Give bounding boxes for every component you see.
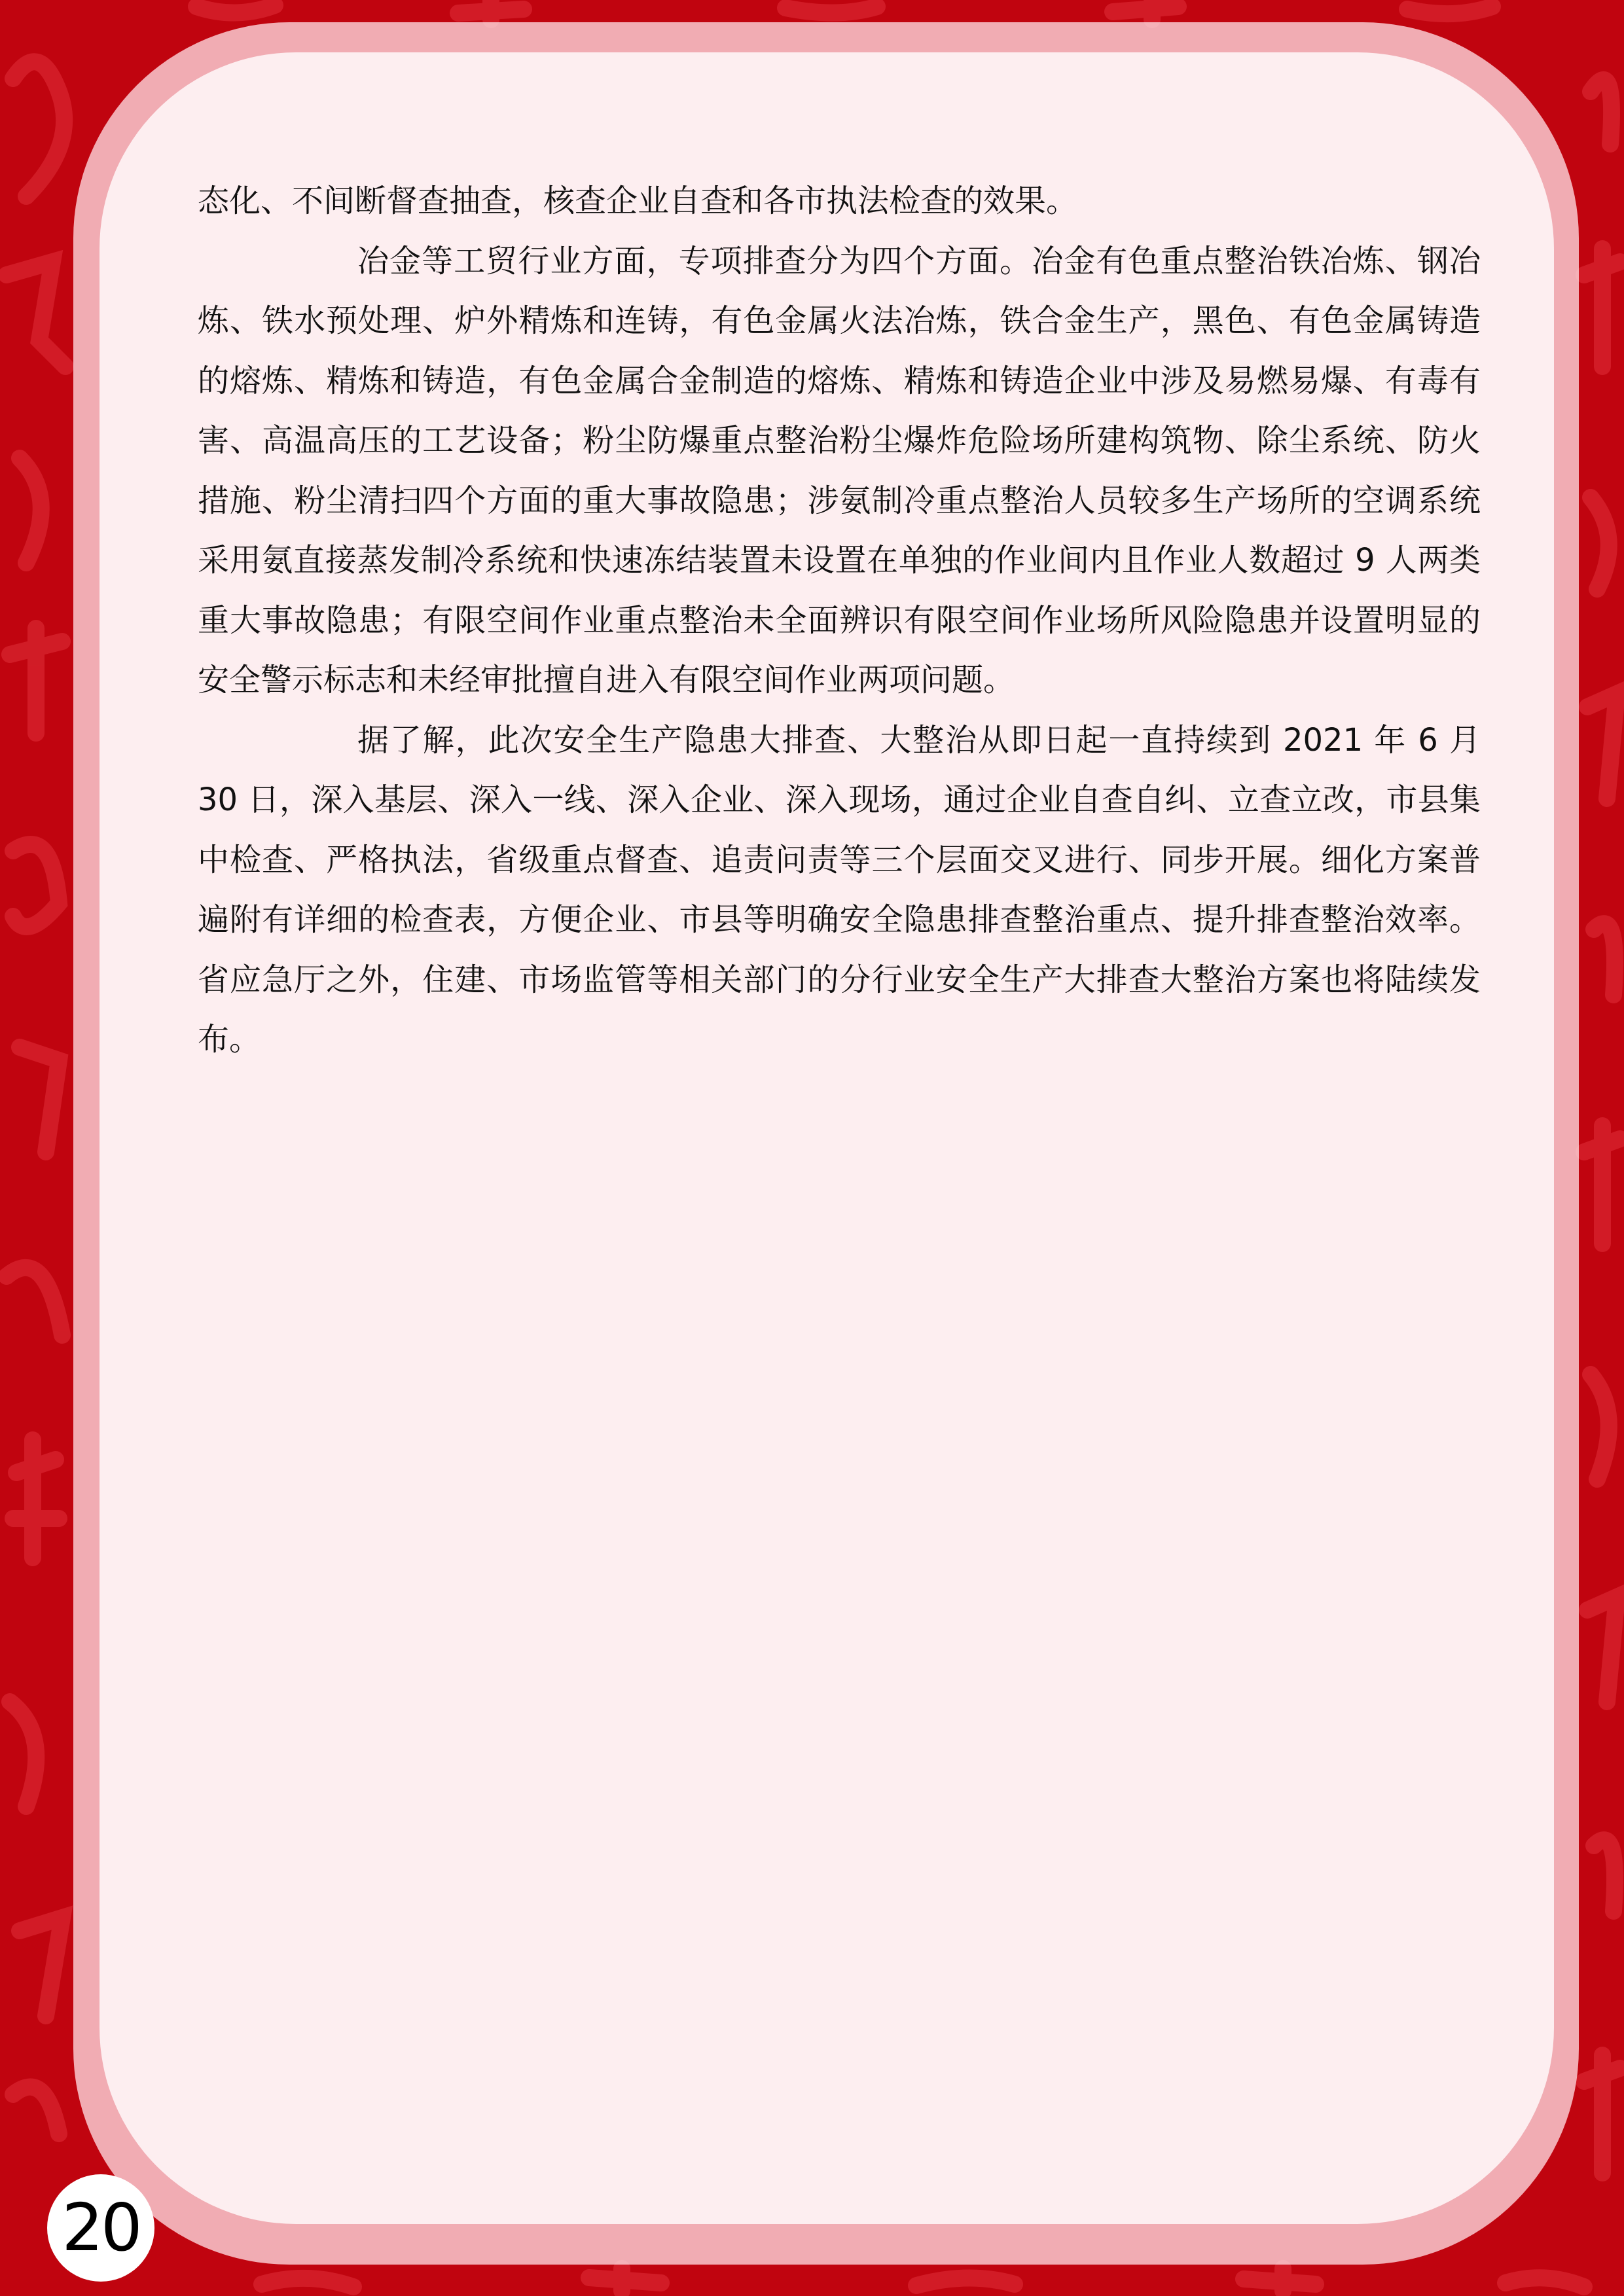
article-body bbox=[198, 171, 1481, 1070]
paragraph-continuation: 态化、不间断督查抽查，核查企业自查和各市执法检查的效果。 bbox=[198, 183, 1078, 219]
paragraph-metallurgy: 冶金等工贸行业方面，专项排查分为四个方面。冶金有色重点整治铁冶炼、钢冶炼、铁水预处理、炉外精炼和连铸，有色金属火法冶炼，铁合金生产，黑色、有色金属铸造的熔炼、精炼和铸造，有色金属合金制造的熔炼、精炼和铸造企业中涉及易燃易爆、有毒有害、高温高压的工艺设备；粉尘防爆重点整治粉尘爆炸危险场所建构筑物、除尘系统、防火措施、粉尘清扫四个方面的重大事故隐患；涉氨制冷重点整治人员较多生产场所的空调系统采用氨直接蒸发制冷系统和快速冻结装置未设置在单独的作业间内且作业人数超过 9 人两类重大事故隐患；有限空间作业重点整治未全面辨识有限空间作业场所风险隐患并设置明显的安全警示标志和未经审批擅自进入有限空间作业两项问题。 bbox=[198, 242, 1481, 698]
paragraph-schedule: 据了解，此次安全生产隐患大排查、大整治从即日起一直持续到 2021 年 6 月 30 日，深入基层、深入一线、深入企业、深入现场，通过企业自查自纠、立查立改，市县集中检查、严格执法，省级重点督查、追责问责等三个层面交叉进行、同步开展。细化方案普遍附有详细的检查表，方便企业、市县等明确安全隐患排查整治重点、提升排查整治效率。省应急厅之外，住建、市场监管等相关部门的分行业安全生产大排查大整治方案也将陆续发布。 bbox=[198, 721, 1481, 1058]
page-number-badge: 20 bbox=[47, 2174, 154, 2282]
